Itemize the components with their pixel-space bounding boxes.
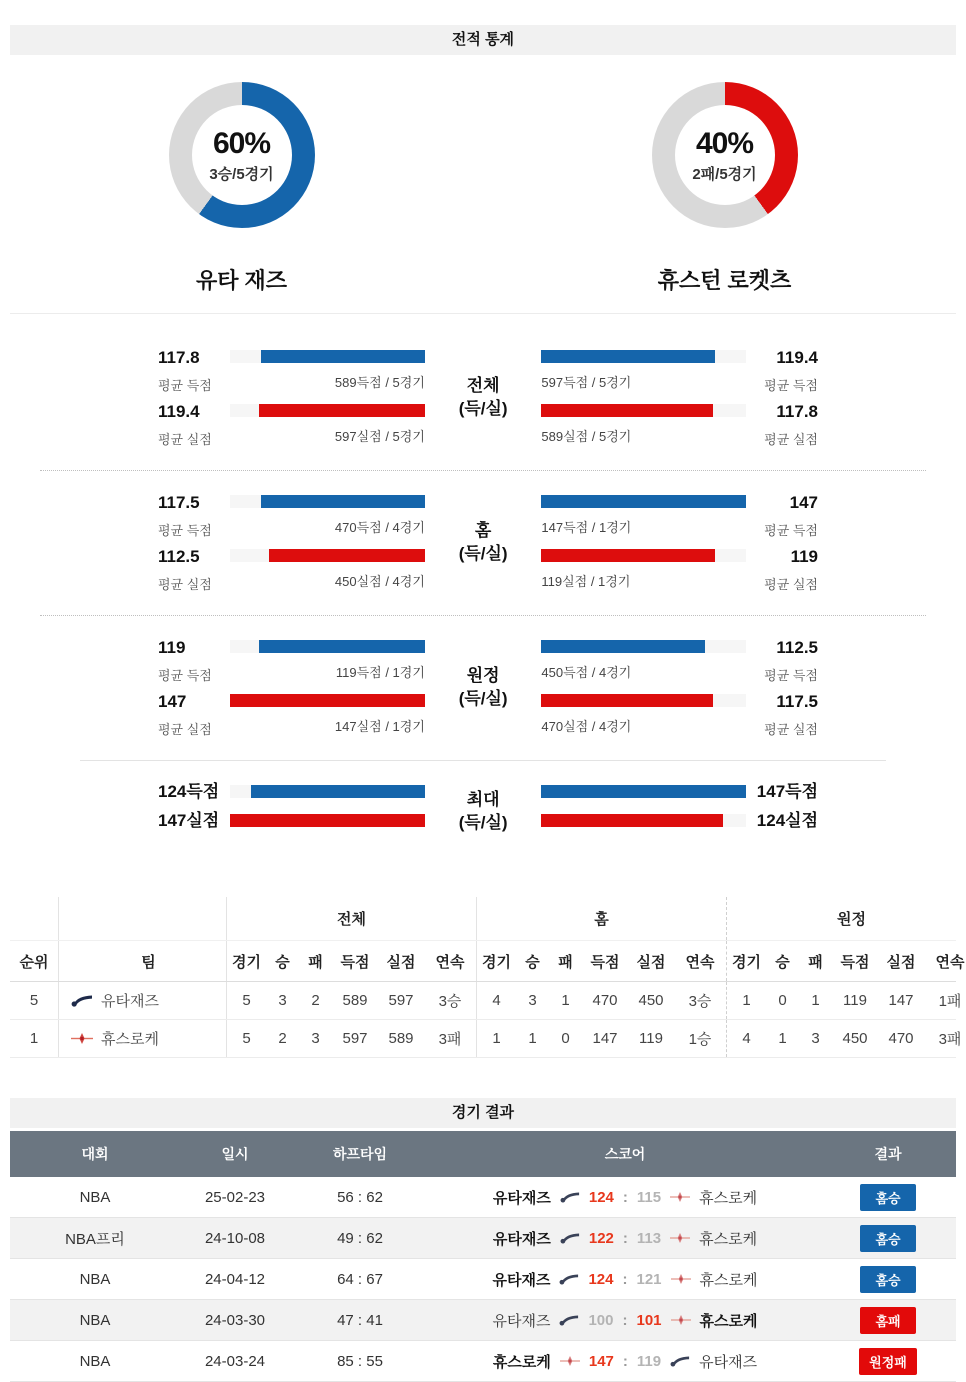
bar-track — [230, 350, 425, 363]
dotted-divider — [40, 615, 926, 616]
stat-value: 119 — [790, 547, 818, 566]
stat-value: 117.5 — [158, 493, 200, 512]
stat-value: 119 — [158, 638, 186, 657]
standings-table — [10, 897, 965, 1058]
result-row: NBA프리 24-10-08 49 : 62 유타재즈 122 : 113 휴스로케 홈승 — [10, 1218, 956, 1259]
bar-track — [541, 785, 746, 798]
league: NBA — [79, 1270, 111, 1288]
team2-name: 휴스로케 — [699, 1189, 758, 1207]
bar-fill — [541, 814, 723, 827]
group-header-total: 전체 — [226, 897, 476, 940]
result-badge: 홈승 — [860, 1184, 916, 1211]
stat-row — [541, 783, 818, 800]
standings-group-header — [10, 897, 956, 941]
jazz-logo-icon — [560, 1232, 580, 1244]
standings-column-header: 순위 팀 경기 승 패 득점 실점 연속 경기 승 패 득점 실점 연속 경기 승 패 득점 실점 연속 — [10, 941, 956, 982]
team2-score: 101 — [636, 1311, 662, 1329]
stat-row — [541, 812, 818, 829]
team1-name: 유타재즈 — [492, 1312, 551, 1330]
result-badge: 원정패 — [859, 1348, 917, 1375]
home-winrate-value: 60% — [212, 126, 271, 160]
donut-center — [675, 105, 775, 205]
team1-score: 124 — [588, 1270, 614, 1288]
stat-caption: 평균 실점 — [158, 432, 212, 447]
stat-detail: 119실점 / 1경기 — [541, 574, 631, 589]
jazz-logo-icon — [559, 1273, 579, 1285]
donut-center — [192, 105, 292, 205]
jazz-logo-icon — [71, 994, 93, 1007]
result-row: NBA 24-03-30 47 : 41 유타재즈 100 : 101 휴스로케 홈패 — [10, 1300, 956, 1341]
stat-value: 117.5 — [776, 692, 818, 711]
team2-name: 휴스로케 — [699, 1312, 758, 1330]
bar-fill — [259, 404, 425, 417]
team2-name: 휴스로케 — [699, 1230, 758, 1248]
group-header-home: 홈 — [476, 897, 726, 940]
bar-track — [230, 549, 425, 562]
bar-fill — [541, 640, 705, 653]
stat-caption: 평균 득점 — [764, 378, 818, 393]
stat-value: 119.4 — [158, 402, 200, 421]
bar-track — [230, 495, 425, 508]
stat-caption: 평균 실점 — [764, 722, 818, 737]
bar-fill — [541, 785, 746, 798]
bar-fill — [269, 549, 425, 562]
match-results-section — [10, 1098, 956, 1382]
bar-track — [541, 640, 746, 653]
rockets-logo-icon — [670, 1192, 690, 1202]
stat-row — [158, 812, 425, 829]
rockets-logo-icon — [671, 1315, 691, 1325]
team2-name: 유타재즈 — [699, 1353, 758, 1371]
standings-row-rockets: 1 휴스로케 5 2 3 597 589 3패 1 1 0 147 119 1승 4 1 3 450 470 3패 — [10, 1020, 956, 1058]
stat-caption: 평균 득점 — [764, 523, 818, 538]
bar-track — [541, 404, 746, 417]
match-date: 25-02-23 — [204, 1188, 266, 1206]
team1-score: 122 — [588, 1229, 614, 1247]
result-row: NBA 24-04-12 64 : 67 유타재즈 124 : 121 휴스로케 홈승 — [10, 1259, 956, 1300]
stat-row — [158, 402, 425, 448]
bar-fill — [259, 640, 425, 653]
stat-row — [158, 638, 425, 684]
away-winrate-donut — [652, 82, 798, 228]
bar-track — [541, 495, 746, 508]
stat-value: 112.5 — [158, 547, 200, 566]
rockets-logo-icon — [560, 1356, 580, 1366]
bar-track — [230, 640, 425, 653]
bar-track — [541, 694, 746, 707]
stat-detail: 597득점 / 5경기 — [541, 375, 632, 390]
team2-score: 113 — [636, 1229, 662, 1247]
stats-title: 전적 통계 — [10, 25, 956, 55]
stat-row — [158, 348, 425, 394]
team-name: 유타재즈 — [101, 993, 159, 1010]
stat-value: 147득점 — [756, 782, 818, 801]
league: NBA — [79, 1311, 111, 1329]
bar-fill — [230, 814, 425, 827]
stat-detail: 450득점 / 4경기 — [541, 665, 632, 680]
stat-value: 147실점 — [158, 811, 220, 830]
match-date: 24-03-24 — [204, 1352, 266, 1370]
stat-detail: 470실점 / 4경기 — [541, 719, 632, 734]
halftime-score: 49 : 62 — [337, 1229, 383, 1247]
rank-value: 1 — [29, 1030, 39, 1047]
away-team-name: 휴스턴 로켓츠 — [657, 268, 792, 293]
match-date: 24-10-08 — [204, 1229, 266, 1247]
stat-caption: 평균 득점 — [764, 668, 818, 683]
results-title: 경기 결과 — [10, 1098, 956, 1128]
team1-name: 유타재즈 — [492, 1230, 551, 1248]
team1-name: 유타재즈 — [492, 1189, 551, 1207]
team1-score: 124 — [588, 1188, 614, 1206]
result-badge: 홈패 — [860, 1307, 916, 1334]
stat-row — [541, 402, 818, 448]
stat-row — [158, 783, 425, 800]
stat-value: 147 — [789, 493, 818, 512]
section-label: 원정 (득/실) — [458, 666, 508, 708]
league: NBA — [79, 1352, 111, 1370]
halftime-score: 47 : 41 — [337, 1311, 383, 1329]
bar-fill — [251, 785, 424, 798]
stat-caption: 평균 득점 — [158, 523, 212, 538]
team1-name: 유타재즈 — [492, 1271, 551, 1289]
bar-track — [230, 404, 425, 417]
stat-row — [541, 348, 818, 394]
dotted-divider — [40, 470, 926, 471]
team2-name: 휴스로케 — [699, 1271, 758, 1289]
team2-score: 115 — [636, 1188, 662, 1206]
bar-fill — [541, 495, 746, 508]
halftime-score: 64 : 67 — [337, 1270, 383, 1288]
bar-track — [541, 350, 746, 363]
match-date: 24-04-12 — [204, 1270, 266, 1288]
stat-row — [158, 493, 425, 539]
section-label: 최대 (득/실) — [458, 790, 508, 832]
standings-row-jazz: 5 유타재즈 5 3 2 589 597 3승 4 3 1 470 450 3승 1 0 1 119 147 1패 — [10, 982, 956, 1020]
stat-row — [541, 638, 818, 684]
bar-track — [230, 694, 425, 707]
stat-row — [541, 547, 818, 593]
jazz-logo-icon — [560, 1191, 580, 1203]
stat-detail: 147득점 / 1경기 — [541, 520, 632, 535]
stat-row — [158, 692, 425, 738]
stat-value: 117.8 — [776, 402, 818, 421]
home-winrate-donut — [169, 82, 315, 228]
result-badge: 홈승 — [860, 1266, 916, 1293]
bar-fill — [541, 404, 713, 417]
rank-value: 5 — [29, 992, 39, 1009]
stat-caption: 평균 실점 — [764, 432, 818, 447]
rockets-logo-icon — [670, 1233, 690, 1243]
home-team-name: 유타 재즈 — [195, 268, 288, 293]
league: NBA프리 — [65, 1230, 125, 1248]
stat-caption: 평균 실점 — [158, 722, 212, 737]
stat-section-max — [10, 769, 956, 855]
stat-detail: 589득점 / 5경기 — [334, 375, 425, 390]
stat-detail: 597실점 / 5경기 — [334, 429, 425, 444]
stat-caption: 평균 득점 — [158, 378, 212, 393]
bar-track — [541, 814, 746, 827]
stat-row — [541, 692, 818, 738]
stat-detail: 147실점 / 1경기 — [334, 719, 425, 734]
stat-detail: 470득점 / 4경기 — [334, 520, 425, 535]
stat-caption: 평균 실점 — [158, 577, 212, 592]
away-winrate-value: 40% — [695, 126, 754, 160]
bar-fill — [261, 350, 425, 363]
winrate-donut-area — [0, 55, 966, 295]
stat-value: 124득점 — [158, 782, 220, 801]
team-name: 휴스로케 — [101, 1031, 159, 1048]
stat-caption: 평균 득점 — [158, 668, 212, 683]
section-label: 홈 (득/실) — [458, 521, 508, 563]
bar-track — [541, 549, 746, 562]
team1-score: 147 — [588, 1352, 614, 1370]
bar-fill — [541, 694, 713, 707]
bar-fill — [261, 495, 425, 508]
stat-row — [541, 493, 818, 539]
home-record-label: 3승/5경기 — [209, 165, 274, 183]
league: NBA — [79, 1188, 111, 1206]
bar-fill — [541, 350, 715, 363]
halftime-score: 85 : 55 — [337, 1352, 383, 1370]
section-label: 전체 (득/실) — [458, 376, 508, 418]
stat-compare-card — [10, 313, 956, 883]
stat-value: 119.4 — [776, 348, 818, 367]
stat-detail: 450실점 / 4경기 — [334, 574, 425, 589]
result-badge: 홈승 — [860, 1225, 916, 1252]
match-date: 24-03-30 — [204, 1311, 266, 1329]
stat-value: 117.8 — [158, 348, 200, 367]
rockets-logo-icon — [671, 1274, 691, 1284]
stat-value: 124실점 — [756, 811, 818, 830]
away-record-label: 2패/5경기 — [692, 165, 757, 183]
rockets-logo-icon — [71, 1033, 93, 1044]
stat-detail: 589실점 / 5경기 — [541, 429, 632, 444]
jazz-logo-icon — [559, 1314, 579, 1326]
divider — [80, 760, 886, 761]
stat-section-away — [10, 624, 956, 752]
halftime-score: 56 : 62 — [337, 1188, 383, 1206]
stat-value: 147 — [158, 692, 187, 711]
result-row: NBA 24-03-24 85 : 55 휴스로케 147 : 119 유타재즈 원정패 — [10, 1341, 956, 1382]
stat-value: 112.5 — [776, 638, 818, 657]
group-header-away: 원정 — [726, 897, 966, 940]
bar-track — [230, 785, 425, 798]
stat-section-home — [10, 479, 956, 607]
stat-row — [158, 547, 425, 593]
result-row: NBA 25-02-23 56 : 62 유타재즈 124 : 115 휴스로케 홈승 — [10, 1177, 956, 1218]
stat-detail: 119득점 / 1경기 — [335, 665, 425, 680]
stat-section-total — [10, 334, 956, 462]
bar-fill — [230, 694, 425, 707]
results-header-row: 대회 일시 하프타임 스코어 결과 — [10, 1131, 956, 1177]
bar-track — [230, 814, 425, 827]
team2-score: 121 — [636, 1270, 662, 1288]
bar-fill — [541, 549, 715, 562]
team1-score: 100 — [588, 1311, 614, 1329]
team1-name: 휴스로케 — [492, 1353, 551, 1371]
stat-caption: 평균 실점 — [764, 577, 818, 592]
jazz-logo-icon — [670, 1355, 690, 1367]
team2-score: 119 — [636, 1352, 662, 1370]
